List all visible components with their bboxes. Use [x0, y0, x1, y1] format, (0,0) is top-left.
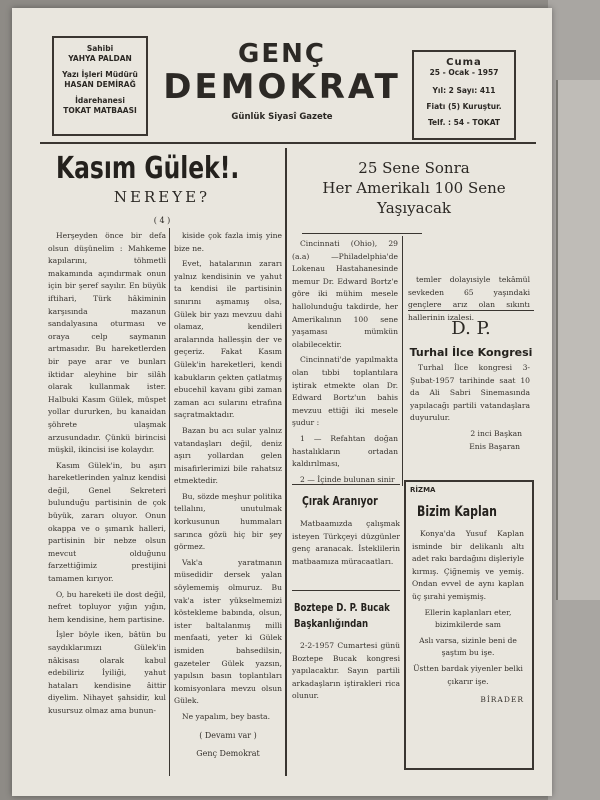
issue-price: Fiatı (5) Kuruştur.	[426, 102, 502, 111]
section-rule	[408, 310, 534, 311]
background-surface	[548, 0, 600, 800]
paragraph: Cincinnati'de yapılmakta olan tıbbi toplantılara iştirak etmekte olan Dr. Edward Bortz'un bahis mevzuu ettiği iki mesele şudur :	[292, 355, 398, 428]
paragraph: İşler böyle iken, bâtün bu saydıklarımızı Gülek'in nâkisası olarak kabul edebiliriz İyiliği, yahut hataları kendisine âittir diyelim. Nihayet şahsidir, kul kusursuz olmaz ama bunun-	[48, 630, 166, 715]
paragraph: temler dolayısiyle tekâmül sevkeden 65 yaşındaki gençlere arız olan sıkıntı hallerinin izalesi.	[408, 275, 530, 322]
paragraph: Üstten bardak yiyenler belki çıkarır işe.	[413, 663, 523, 686]
owner-line: HASAN DEMİRAĞ	[64, 80, 136, 89]
issue-day: Cuma	[446, 57, 482, 68]
paragraph: Konya'da Yusuf Kaplan isminde bir delikanlı altı adet rakı bardağını dişleriyle kırmış. Çiğnemiş ve yemiş. Ondan evvel de aynı kaplan üç şırahi yemişmiş.	[412, 529, 524, 601]
headline-line: Her Amerikalı 100 Sene	[322, 179, 506, 197]
owner-info-box	[52, 36, 148, 136]
headline-rule	[302, 233, 422, 234]
paragraph: Kasım Gülek'in, bu aşırı hareketlerinden yalnız kendisi değil, Genel Sekreteri bulunduğu partisinin de çok büyük, zararı oluyor. Onun okappa ve o şımarık halleri, partisinin bir nebze olsun mevcut olduğunu farzettiğimiz prestijini tamamen kırıyor.	[48, 460, 166, 584]
column-rule	[402, 236, 403, 486]
article-signature: Genç Demokrat	[196, 749, 260, 759]
paragraph: Herşeyden önce bir defa olsun düşünelim : Mahkeme kapılarını, töhmetli makamında açındırmak onun için bir şeref sayılır. En büyük iftihari, Türk hâkiminin karşısında mazanun sandalyasına oturması ve oraya celp saymanın artmasıdır. Bu hareketlerden bir paye arar ve bunları iktidar aleyhine bir silâh olarak kullanmak ister. Halbuki Kasım Gülek, müspet yollar dururken, bu kanaidan şöhrete ulaşmak arzusundadır. Çünkü birincisi müşkil, ikincisi ise kolaydır.	[48, 231, 166, 455]
bizim-text	[412, 528, 524, 707]
issue-info-box	[412, 50, 516, 140]
section-rule	[292, 484, 400, 485]
issue-number: Yıl: 2 Sayı: 411	[432, 86, 496, 95]
paragraph: Vak'a yaratmanın müsedidir dersek yalan söylememiş olmuruz. Bu vak'a ister yükselmemizi köstekleme babında, olsun, ister baltalanmış milli menfaati, yeter ki Gülek ismiden bahsedilsin, gazeteler Gülek yazsın, yapılsın basın toplantıları komisyonlara mevzu olsun Gülek.	[174, 557, 282, 706]
boztepe-text	[292, 640, 400, 706]
bizim-signature: BİRADER	[480, 695, 524, 705]
continued-note: ( Devamı var )	[199, 730, 257, 740]
dp-sign-title: 2 inci Başkan	[470, 428, 522, 438]
paragraph: 1 — Refahtan doğan hastalıkların ortadan kaldırılması,	[292, 433, 398, 469]
left-article-subtitle: NEREYE?	[113, 188, 211, 206]
owner-line: İdarehanesi	[75, 96, 125, 105]
owner-line: TOKAT MATBAASI	[63, 106, 137, 115]
masthead-rule	[40, 142, 536, 144]
boztepe-headline: Boztepe D. P. Bucak Başkanlığından	[294, 601, 390, 630]
paragraph: kiside çok fazla imiş yine bize ne.	[174, 231, 282, 253]
center-article-column-1	[292, 238, 398, 489]
paragraph: O, bu hareketi ile dost değil, nefret topluyor yığın yığın, hem kendisine, hem partisine.	[48, 589, 166, 624]
issue-date: 25 - Ocak - 1957	[429, 68, 499, 77]
background-fold	[556, 80, 600, 600]
column-rule	[169, 228, 170, 776]
paragraph: Aslı varsa, sizinle beni de şaştım bu işe.	[419, 635, 517, 658]
masthead-subtitle: Günlük Siyasî Gazete	[231, 112, 333, 122]
masthead-title-line1: GENÇ	[238, 39, 326, 69]
owner-line: YAHYA PALDAN	[68, 54, 132, 63]
paragraph: Cincinnati (Ohio), 29 (a.a) —Philadelphia'de Lokenau Hastahanesinde memur Dr. Edward Bortz'e göre iki mühim mesele hallolunduğu takdirde, her Amerikalının 100 sene yaşaması mümkün olabilecektir.	[292, 239, 398, 349]
bizim-label: RİZMA	[410, 486, 436, 494]
dp-text	[410, 362, 530, 453]
paragraph: Turhal İlce kongresi 3-Şubat-1957 tarihinde saat 10 da Ali Sabri Sinemasında yapılacağı partili vatandaşlara duyurulur.	[410, 363, 530, 423]
paragraph: Bu, sözde meşhur politika tellalını, unutulmak korkusunun hummaları sarınca gözü hiç bir şey görmez.	[174, 491, 282, 552]
bizim-headline: Bizim Kaplan	[416, 504, 497, 520]
left-article-column-2	[174, 230, 282, 761]
cirak-headline: Çırak Aranıyor	[302, 494, 378, 508]
paragraph: Evet, hatalarının zararı yalnız kendisinin ve yahut ta kendisi ile partisinin sınırını aşmamış olsa, Gülek bir yazı mevzuu dahi olamaz, kendileri aralarında hallesşin der ve geçeriz. Fakat Kasım Gülek'in hareketleri, kendi kabukların çekten çatlatmış ebucehil kavanı gibi zaman zaman acı sularını etrafına saçratmaktadır.	[174, 259, 282, 420]
section-rule	[292, 590, 400, 591]
dp-sign-name: Enis Başaran	[469, 441, 520, 451]
headline-line: 25 Sene Sonra	[358, 159, 470, 177]
left-article-marker: ( 4 )	[153, 216, 171, 225]
section-rule	[285, 148, 287, 776]
paragraph: 2-2-1957 Cumartesi günü Boztepe Bucak kongresi yapılacaktır. Sayın partili arkadaşların iştirakleri rica olunur.	[292, 641, 400, 701]
headline-line: Yaşıyacak	[376, 199, 452, 217]
owner-line: Sahibi	[86, 44, 114, 53]
issue-phone: Telf. : 54 - TOKAT	[427, 118, 501, 127]
paragraph: Ne yapalım, bey basta.	[182, 711, 270, 721]
left-article-column-1	[48, 230, 166, 721]
center-article-headline	[294, 158, 534, 218]
left-article-title: Kasım Gülek!.	[56, 151, 240, 186]
owner-line: Yazı İşleri Müdürü	[62, 70, 138, 79]
newspaper-page	[12, 8, 552, 796]
masthead-title-line2: DEMOKRAT	[163, 67, 401, 107]
paragraph: 2 — İçinde bulunan sinir	[300, 474, 395, 484]
paragraph: Ellerin kaplanları eter, bizimkilerde sam	[424, 607, 512, 630]
dp-headline: Turhal İlce Kongresi	[409, 346, 533, 359]
paragraph: Matbaamızda çalışmak isteyen Türkçeyi düzgünler genç aranacak. İsteklilerin matbaamıza müracaatları.	[292, 519, 400, 566]
paragraph: Bazan bu acı sular yalnız vatandaşları değil, deniz aşırı yollardan gelen misafirlerimizi bile rahatsız etmektedir.	[174, 425, 282, 486]
cirak-text	[292, 518, 400, 571]
dp-title: D. P.	[451, 318, 491, 339]
